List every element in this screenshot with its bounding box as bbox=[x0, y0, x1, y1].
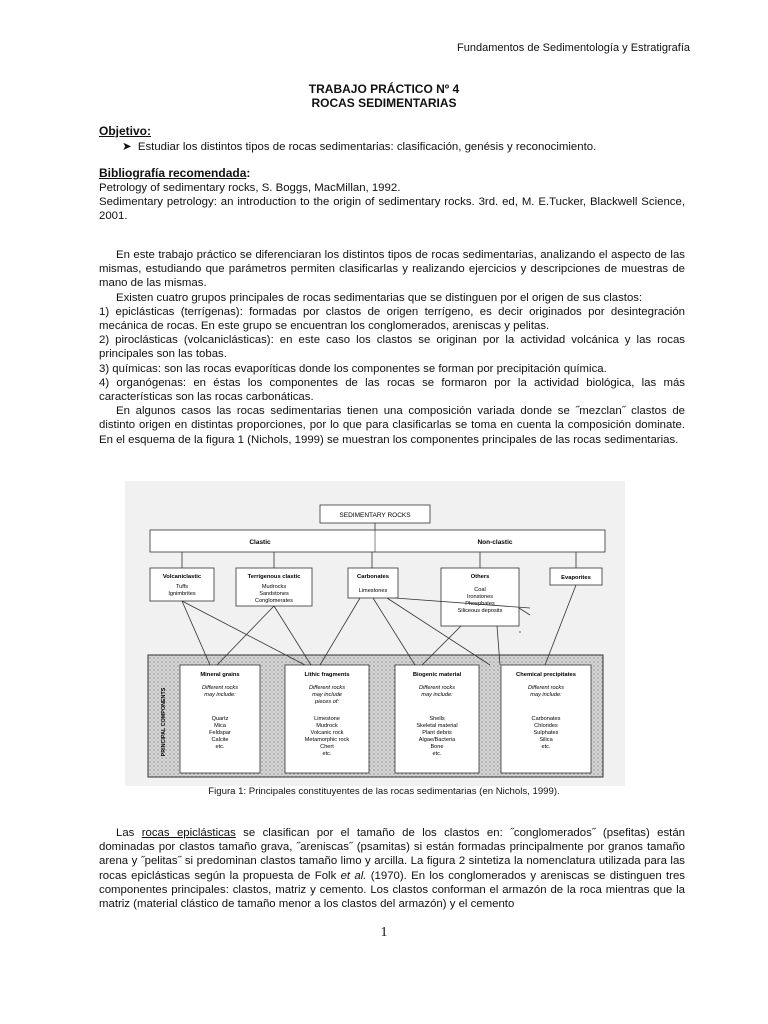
intro-section bbox=[99, 248, 685, 447]
svg-text:Terrigenous clastic: Terrigenous clastic bbox=[247, 574, 301, 580]
arrow-bullet-icon: ➤ bbox=[122, 141, 132, 153]
svg-text:Biogenic material: Biogenic material bbox=[412, 672, 462, 678]
class-bar bbox=[150, 530, 605, 552]
svg-text:Conglomerates: Conglomerates bbox=[255, 598, 293, 604]
clastic-label: Clastic bbox=[249, 539, 271, 546]
svg-text:Mudrock: Mudrock bbox=[316, 723, 338, 729]
group-volcaniclastic bbox=[150, 568, 214, 601]
intro-paragraph: Existen cuatro grupos principales de rocas sedimentarias que se distinguen por el origen de sus clastos: bbox=[116, 291, 643, 304]
svg-text:Different rocks: Different rocks bbox=[418, 685, 456, 691]
svg-text:Limestone: Limestone bbox=[314, 716, 340, 722]
objective-bullet bbox=[122, 139, 596, 153]
svg-text:Different rocks: Different rocks bbox=[308, 685, 346, 691]
svg-text:Limestones: Limestones bbox=[358, 588, 388, 594]
svg-text:Plant debris: Plant debris bbox=[422, 730, 452, 736]
svg-text:Bone: Bone bbox=[430, 744, 444, 750]
svg-text:Chlorides: Chlorides bbox=[534, 723, 558, 729]
intro-paragraph: 1) epiclásticas (terrígenas): formadas por clastos de origen terrígeno, es decir originados por desintegración mecánica de rocas. En este grupo se encuentran los conglomerados, areniscas y pelitas. bbox=[99, 305, 685, 333]
term-rocas-epiclasticas: rocas epiclásticas bbox=[141, 827, 236, 839]
svg-text:Shells: Shells bbox=[429, 716, 445, 722]
body-paragraph: Las rocas epiclásticas se clasifican por el tamaño de los clastos en: ˝conglomerados˝ (psefitas) están dominadas por clastos tamaño grava, ˝areniscas˝ (psamitas) si están formadas principalmente por granos tamaño arena y ˝pelitas˝ si predominan clastos tamaño limo y arcilla. La figura 2 sintetiza la nomenclatura utilizada para las rocas epiclásticas según la propuesta de Folk et al. (1970). En los conglomerados y areniscas se distinguen tres componentes principales: clastos, matriz y cemento. Los clastos conforman el armazón de la roca mientras que la matriz (material clástico de tamaño menor a los clastos del armazón) y el cemento bbox=[99, 827, 686, 911]
intro-paragraph: 2) piroclásticas (volcaniclásticas): en este caso los clastos se originan por la actividad volcánica y las rocas principales son las tobas. bbox=[99, 334, 685, 361]
figure-1 bbox=[125, 481, 625, 786]
svg-text:Mica: Mica bbox=[214, 723, 226, 729]
svg-text:etc.: etc. bbox=[541, 744, 551, 750]
non-clastic-label: Non-clastic bbox=[477, 539, 513, 546]
svg-text:etc.: etc. bbox=[215, 744, 225, 750]
component-lithic-fragments bbox=[285, 665, 369, 773]
svg-text:Carbonates: Carbonates bbox=[357, 574, 389, 580]
svg-text:Carbonates: Carbonates bbox=[531, 716, 561, 722]
svg-text:Chert: Chert bbox=[320, 744, 334, 750]
svg-text:Calcite: Calcite bbox=[211, 737, 229, 743]
intro-paragraph: 3) químicas: son las rocas evaporíticas donde los componentes se forman por precipitación química. bbox=[99, 362, 607, 375]
page-number: 1 bbox=[380, 925, 388, 940]
figure-caption: Figura 1: Principales constituyentes de las rocas sedimentarias (en Nichols, 1999). bbox=[208, 786, 560, 797]
svg-text:Algae/Bacteria: Algae/Bacteria bbox=[418, 737, 456, 743]
svg-text:may include: may include bbox=[312, 692, 342, 698]
svg-text:Siliceous deposits: Siliceous deposits bbox=[457, 608, 503, 614]
svg-text:may include:: may include: bbox=[530, 692, 562, 698]
svg-text:Lithic fragments: Lithic fragments bbox=[304, 672, 350, 678]
svg-text:Quartz: Quartz bbox=[211, 716, 229, 722]
component-chemical-precipitates bbox=[501, 665, 591, 773]
svg-text:Different rocks: Different rocks bbox=[527, 685, 565, 691]
document-title: TRABAJO PRÁCTICO Nº 4 bbox=[308, 82, 460, 96]
svg-text:Ignimbrites: Ignimbrites bbox=[168, 591, 196, 597]
svg-text:pieces of:: pieces of: bbox=[315, 699, 339, 705]
bibliography-list bbox=[99, 181, 685, 224]
group-terrigenous-clastic bbox=[236, 568, 312, 606]
group-evaporites bbox=[550, 568, 602, 585]
svg-text:etc.: etc. bbox=[432, 751, 442, 757]
principal-components-label: PRINCIPAL COMPONENTS bbox=[161, 687, 167, 757]
intro-paragraph: En este trabajo práctico se diferenciaran los distintos tipos de rocas sedimentarias, analizando el aspecto de las mismas, estudiando que parámetros permiten clasificarlas y realizando ejercicios y descripciones de muestras de mano de las mismas. bbox=[99, 249, 685, 290]
svg-text:Skeletal material: Skeletal material bbox=[416, 723, 458, 729]
svg-text:Metamorphic rock: Metamorphic rock bbox=[304, 737, 350, 743]
svg-text:Evaporites: Evaporites bbox=[561, 575, 591, 581]
svg-text:Mudrocks: Mudrocks bbox=[261, 584, 287, 590]
document-subtitle: ROCAS SEDIMENTARIAS bbox=[311, 96, 457, 110]
svg-text:Different rocks: Different rocks bbox=[201, 685, 239, 691]
objective-text: Estudiar los distintos tipos de rocas sedimentarias: clasificación, genésis y reconocimiento. bbox=[137, 141, 597, 153]
bibliography-ref: Sedimentary petrology: an introduction to the origin of sedimentary rocks. 3rd. ed, M. E.Tucker, Blackwell Science, 2001. bbox=[99, 196, 685, 223]
group-others bbox=[441, 568, 519, 626]
svg-text:Sulphates: Sulphates bbox=[533, 730, 559, 736]
svg-text:Feldspar: Feldspar bbox=[209, 730, 231, 736]
svg-text:Silica: Silica bbox=[539, 737, 553, 743]
root-label: SEDIMENTARY ROCKS bbox=[339, 512, 411, 519]
svg-text:Volcanic rock: Volcanic rock bbox=[310, 730, 344, 736]
svg-text:may include:: may include: bbox=[204, 692, 236, 698]
svg-text:Phosphates: Phosphates bbox=[465, 601, 495, 607]
svg-text:Others: Others bbox=[470, 574, 490, 580]
svg-text:may include:: may include: bbox=[421, 692, 453, 698]
bibliography-ref: Petrology of sedimentary rocks, S. Boggs, MacMillan, 1992. bbox=[99, 182, 401, 194]
intro-paragraph: En algunos casos las rocas sedimentarias tienen una composición variada donde se ˝mezclan˝ clastos de distinto origen en distintas proporciones, por lo que para clasificarlas se toma en cuenta la composición dominate. En el esquema de la figura 1 (Nichols, 1999) se muestran los componentes principales de las rocas sedimentarias. bbox=[99, 405, 685, 446]
svg-text:Ironstones: Ironstones bbox=[466, 594, 494, 600]
intro-paragraph: 4) organógenas: en éstas los componentes de las rocas se formaron por la actividad biológica, las más características son las rocas carbonáticas. bbox=[99, 376, 685, 404]
svg-text:Volcaniclastic: Volcaniclastic bbox=[162, 574, 202, 580]
bibliography-heading: Bibliografía recomendada: bbox=[99, 166, 251, 180]
component-mineral-grains bbox=[180, 665, 260, 773]
running-header: Fundamentos de Sedimentología y Estratigrafía bbox=[457, 42, 690, 54]
component-biogenic-material bbox=[395, 665, 479, 773]
svg-text:Chemical precipitates: Chemical precipitates bbox=[516, 672, 576, 678]
group-carbonates bbox=[348, 568, 398, 598]
svg-text:Sandstones: Sandstones bbox=[259, 591, 289, 597]
svg-text:Coal: Coal bbox=[474, 587, 486, 593]
sedimentary-rocks-diagram bbox=[125, 481, 625, 786]
svg-text:etc.: etc. bbox=[322, 751, 332, 757]
objective-heading: Objetivo: bbox=[99, 124, 152, 138]
svg-text:Mineral grains: Mineral grains bbox=[200, 672, 240, 678]
svg-text:Tuffs: Tuffs bbox=[175, 584, 189, 590]
